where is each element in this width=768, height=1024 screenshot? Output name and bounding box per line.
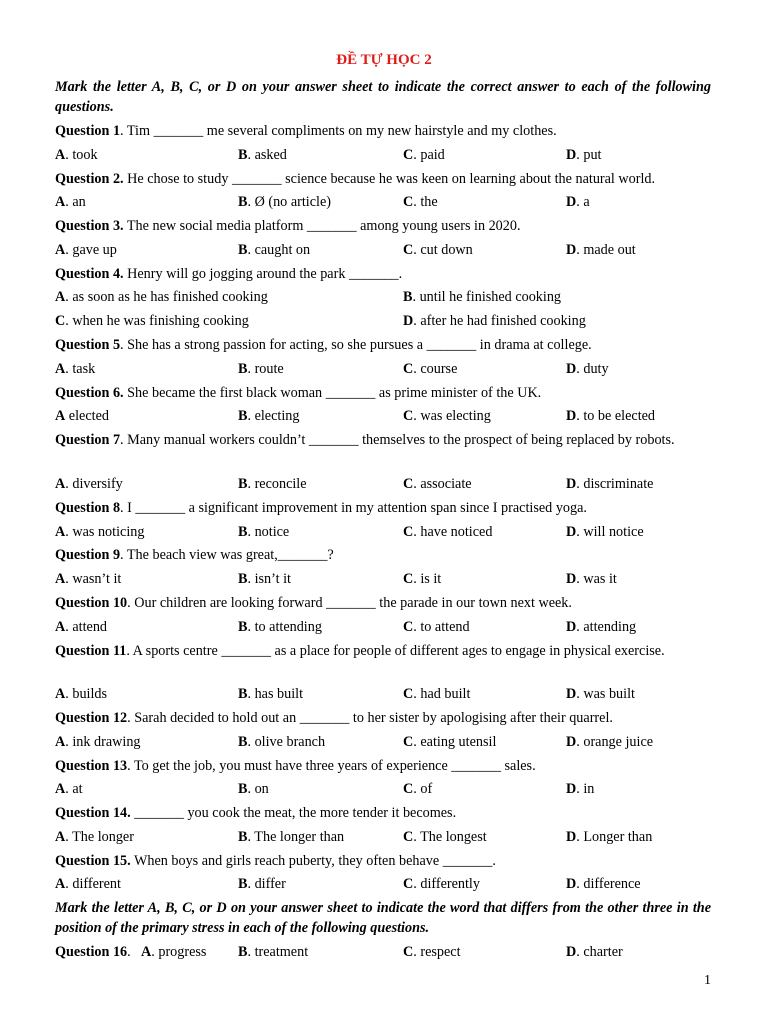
question-text: He chose to study _______ science because he was keen on learning about the natural world. <box>123 171 656 187</box>
option-text: . to attend <box>413 619 470 635</box>
option-c[interactable] <box>403 779 432 799</box>
question-text: Many manual workers couldn’t _______ themselves to the prospect of being replaced by robots. <box>123 432 675 448</box>
option-text: . diversify <box>65 476 123 492</box>
option-d[interactable] <box>566 942 623 962</box>
option-text: . charter <box>576 944 623 960</box>
option-text: . at <box>65 781 83 797</box>
option-text: . caught on <box>247 242 311 258</box>
option-letter: C <box>403 876 414 892</box>
option-c[interactable] <box>55 311 249 331</box>
option-text: . isn’t it <box>247 571 291 587</box>
page-number: 1 <box>704 973 711 988</box>
option-letter: B <box>238 734 248 750</box>
option-text: . will notice <box>576 524 644 540</box>
question-6 <box>55 383 711 403</box>
option-letter: C <box>403 571 414 587</box>
option-letter: A <box>55 524 66 540</box>
question-label: Question 8 <box>55 500 121 516</box>
option-d[interactable] <box>566 359 609 379</box>
option-b[interactable] <box>238 942 308 962</box>
option-b[interactable] <box>238 569 291 589</box>
option-letter: C <box>403 734 414 750</box>
question-label: Question 10 <box>55 595 128 611</box>
option-text: . Longer than <box>576 829 653 845</box>
option-b[interactable] <box>403 287 561 307</box>
option-letter: A <box>55 829 66 845</box>
option-text: . to be elected <box>576 408 656 424</box>
question-text: Tim _______ me several compliments on my new hairstyle and my clothes. <box>123 123 557 139</box>
option-letter: B <box>238 476 248 492</box>
option-text: . builds <box>65 686 108 702</box>
option-text: . gave up <box>65 242 117 258</box>
option-text: . duty <box>576 361 609 377</box>
option-letter: C <box>403 476 414 492</box>
option-text: . orange juice <box>576 734 654 750</box>
option-letter: D <box>566 361 577 377</box>
question-label: Question 3. <box>55 218 124 234</box>
option-letter: C <box>403 194 414 210</box>
option-letter: C <box>403 686 414 702</box>
option-d[interactable] <box>566 406 655 426</box>
option-letter: C <box>403 147 414 163</box>
question-text: To get the job, you must have three years of experience _______ sales. <box>130 758 536 774</box>
option-a[interactable] <box>55 827 134 847</box>
question-10 <box>55 593 711 613</box>
option-text: . made out <box>576 242 636 258</box>
question-label: Question 2. <box>55 171 124 187</box>
question-text: She has a strong passion for acting, so she pursues a _______ in drama at college. <box>123 337 592 353</box>
question-3 <box>55 216 711 236</box>
question-text: _______ you cook the meat, the more tender it becomes. <box>130 805 457 821</box>
question-12 <box>55 708 711 728</box>
option-b[interactable] <box>238 192 331 212</box>
question-label-sep: . <box>120 547 124 563</box>
option-c[interactable] <box>403 732 496 752</box>
option-letter: D <box>403 313 414 329</box>
option-c[interactable] <box>403 240 473 260</box>
option-letter: B <box>238 147 248 163</box>
option-text: . differ <box>247 876 286 892</box>
option-text: . paid <box>413 147 445 163</box>
question-label-sep: . <box>126 643 130 659</box>
option-letter: D <box>566 734 577 750</box>
option-b[interactable] <box>238 684 303 704</box>
option-letter: D <box>566 619 577 635</box>
option-a[interactable] <box>55 874 121 894</box>
question-15 <box>55 851 711 871</box>
option-c[interactable] <box>403 617 470 637</box>
option-c[interactable] <box>403 474 472 494</box>
option-b[interactable] <box>238 827 344 847</box>
option-c[interactable] <box>403 569 441 589</box>
option-letter: C <box>403 781 414 797</box>
option-a[interactable] <box>55 569 121 589</box>
option-letter: D <box>566 944 577 960</box>
question-label-sep: . <box>120 432 124 448</box>
option-b[interactable] <box>238 779 269 799</box>
option-text: . to attending <box>247 619 322 635</box>
option-c[interactable] <box>403 827 487 847</box>
option-c[interactable] <box>403 942 461 962</box>
option-letter: A <box>55 686 66 702</box>
option-letter: A <box>55 361 66 377</box>
option-text: . until he finished cooking <box>412 289 562 305</box>
question-5 <box>55 335 711 355</box>
option-d[interactable] <box>566 522 644 542</box>
option-text: . route <box>247 361 284 377</box>
option-b[interactable] <box>238 617 322 637</box>
option-letter: A <box>55 476 66 492</box>
option-letter: D <box>566 829 577 845</box>
option-a[interactable] <box>55 359 95 379</box>
question-8 <box>55 498 711 518</box>
question-text: Henry will go jogging around the park _______. <box>123 266 403 282</box>
question-13 <box>55 756 711 776</box>
option-letter: A <box>55 289 66 305</box>
option-letter: A <box>55 194 66 210</box>
question-label: Question 13 <box>55 758 128 774</box>
option-d[interactable] <box>566 474 653 494</box>
option-letter: D <box>566 408 577 424</box>
option-text: . differently <box>413 876 480 892</box>
option-c[interactable] <box>403 874 480 894</box>
question-label-sep: . <box>120 123 124 139</box>
option-d[interactable] <box>403 311 586 331</box>
option-letter: B <box>238 408 248 424</box>
question-2 <box>55 169 711 189</box>
option-letter: B <box>238 944 248 960</box>
question-label-sep: . <box>120 337 124 353</box>
option-letter: D <box>566 876 577 892</box>
option-letter: B <box>238 686 248 702</box>
question-14 <box>55 803 711 823</box>
option-text: . asked <box>247 147 287 163</box>
option-letter: B <box>238 829 248 845</box>
option-letter: B <box>238 876 248 892</box>
question-label-sep: . <box>127 595 131 611</box>
question-label: Question 15. <box>55 853 131 869</box>
question-label: Question 14. <box>55 805 131 821</box>
option-b[interactable] <box>238 240 310 260</box>
option-b[interactable] <box>238 522 289 542</box>
option-letter: D <box>566 571 577 587</box>
option-text: . associate <box>413 476 472 492</box>
option-letter: D <box>566 242 577 258</box>
option-a[interactable] <box>55 145 98 165</box>
option-text: . olive branch <box>247 734 326 750</box>
question-text: When boys and girls reach puberty, they often behave _______. <box>130 853 496 869</box>
option-letter: A <box>141 944 152 960</box>
question-text: The new social media platform _______ among young users in 2020. <box>123 218 521 234</box>
option-text: . attending <box>576 619 637 635</box>
option-text: . The longer <box>65 829 134 845</box>
option-letter: A <box>55 408 66 424</box>
option-letter: B <box>238 242 248 258</box>
option-text: . respect <box>413 944 461 960</box>
option-c[interactable] <box>403 359 457 379</box>
option-text: . cut down <box>413 242 473 258</box>
option-a[interactable] <box>55 192 86 212</box>
option-a[interactable] <box>55 522 144 542</box>
question-text: She became the first black woman _______ as prime minister of the UK. <box>123 385 542 401</box>
option-letter: D <box>566 781 577 797</box>
option-letter: A <box>55 619 66 635</box>
option-letter: B <box>403 289 413 305</box>
option-d[interactable] <box>566 569 617 589</box>
option-d[interactable] <box>566 684 635 704</box>
option-d[interactable] <box>566 145 601 165</box>
option-a[interactable] <box>141 942 206 962</box>
option-a[interactable] <box>55 287 268 307</box>
option-letter: C <box>55 313 66 329</box>
question-label: Question 16 <box>55 944 128 960</box>
question-text: I _______ a significant improvement in my attention span since I practised yoga. <box>123 500 587 516</box>
instruction-1: Mark the letter A, B, C, or D on your answer sheet to indicate the correct answer to each of the following questions. <box>55 79 711 115</box>
option-text: . have noticed <box>413 524 493 540</box>
question-11 <box>55 641 711 661</box>
option-b[interactable] <box>238 406 299 426</box>
option-letter: C <box>403 408 414 424</box>
option-letter: A <box>55 242 66 258</box>
option-text: . is it <box>413 571 442 587</box>
option-d[interactable] <box>566 732 653 752</box>
option-text: . difference <box>576 876 641 892</box>
option-b[interactable] <box>238 145 287 165</box>
option-letter: B <box>238 571 248 587</box>
option-b[interactable] <box>238 732 325 752</box>
question-label: Question 7 <box>55 432 121 448</box>
option-letter: A <box>55 781 66 797</box>
option-text: . on <box>247 781 269 797</box>
option-a[interactable] <box>55 240 117 260</box>
question-text: The beach view was great,_______? <box>123 547 334 563</box>
option-letter: C <box>403 361 414 377</box>
option-text: . put <box>576 147 602 163</box>
option-text: . when he was finishing cooking <box>65 313 249 329</box>
option-letter: C <box>403 829 414 845</box>
option-letter: D <box>566 476 577 492</box>
option-d[interactable] <box>566 779 594 799</box>
option-text: . was built <box>576 686 635 702</box>
option-letter: B <box>238 194 248 210</box>
option-letter: A <box>55 571 66 587</box>
option-d[interactable] <box>566 240 636 260</box>
option-d[interactable] <box>566 827 652 847</box>
option-letter: C <box>403 242 414 258</box>
option-letter: B <box>238 361 248 377</box>
option-text: . of <box>413 781 433 797</box>
option-c[interactable] <box>403 145 445 165</box>
instruction-2: Mark the letter A, B, C, or D on your answer sheet to indicate the word that differs from the other three in the position of the primary stress in each of the following questions. <box>55 900 711 936</box>
option-a[interactable] <box>55 406 109 426</box>
option-text: . an <box>65 194 86 210</box>
option-text: . in <box>576 781 595 797</box>
question-label: Question 5 <box>55 337 121 353</box>
question-text: A sports centre _______ as a place for people of different ages to engage in physical exercise. <box>129 643 665 659</box>
option-letter: D <box>566 524 577 540</box>
option-letter: C <box>403 944 414 960</box>
option-text: . The longest <box>413 829 487 845</box>
option-text: . a <box>576 194 590 210</box>
option-text: . Ø (no article) <box>247 194 331 210</box>
option-text: . as soon as he has finished cooking <box>65 289 268 305</box>
question-label: Question 1 <box>55 123 121 139</box>
option-text: . different <box>65 876 121 892</box>
option-text: . electing <box>247 408 300 424</box>
option-c[interactable] <box>403 684 470 704</box>
option-text: . The longer than <box>247 829 345 845</box>
question-9 <box>55 545 711 565</box>
option-text: . ink drawing <box>65 734 141 750</box>
question-label-sep: . <box>120 500 124 516</box>
option-text: . had built <box>413 686 471 702</box>
option-a[interactable] <box>55 779 83 799</box>
option-letter: B <box>238 781 248 797</box>
option-text: . was electing <box>413 408 491 424</box>
option-a[interactable] <box>55 617 107 637</box>
option-text: . course <box>413 361 458 377</box>
option-a[interactable] <box>55 474 123 494</box>
question-label: Question 12 <box>55 710 128 726</box>
option-text: . eating utensil <box>413 734 497 750</box>
option-text: . was it <box>576 571 617 587</box>
option-text: . reconcile <box>247 476 307 492</box>
question-text: Sarah decided to hold out an _______ to her sister by apologising after their quarrel. <box>130 710 613 726</box>
option-letter: D <box>566 147 577 163</box>
option-d[interactable] <box>566 617 636 637</box>
option-text: . wasn’t it <box>65 571 122 587</box>
question-label-sep: . <box>127 944 131 960</box>
question-label-sep: . <box>127 710 131 726</box>
option-letter: B <box>238 619 248 635</box>
option-text: . discriminate <box>576 476 654 492</box>
page-title: ĐỀ TỰ HỌC 2 <box>336 52 432 68</box>
option-d[interactable] <box>566 192 590 212</box>
option-letter: A <box>55 734 66 750</box>
option-b[interactable] <box>238 359 284 379</box>
option-text: . after he had finished cooking <box>413 313 586 329</box>
option-b[interactable] <box>238 874 286 894</box>
option-text: . was noticing <box>65 524 145 540</box>
option-text: . task <box>65 361 96 377</box>
option-letter: A <box>55 876 66 892</box>
option-letter: B <box>238 524 248 540</box>
option-d[interactable] <box>566 874 641 894</box>
option-letter: C <box>403 619 414 635</box>
option-letter: A <box>55 147 66 163</box>
option-b[interactable] <box>238 474 307 494</box>
question-label: Question 4. <box>55 266 124 282</box>
option-a[interactable] <box>55 732 141 752</box>
option-c[interactable] <box>403 406 491 426</box>
option-text: . notice <box>247 524 290 540</box>
option-text: elected <box>65 408 109 424</box>
option-c[interactable] <box>403 192 438 212</box>
question-7 <box>55 430 711 450</box>
question-4 <box>55 264 711 284</box>
option-text: . has built <box>247 686 304 702</box>
option-letter: D <box>566 194 577 210</box>
option-c[interactable] <box>403 522 492 542</box>
option-letter: C <box>403 524 414 540</box>
option-text: . treatment <box>247 944 309 960</box>
option-text: . attend <box>65 619 108 635</box>
question-label: Question 11 <box>55 643 127 659</box>
option-letter: D <box>566 686 577 702</box>
question-label: Question 9 <box>55 547 121 563</box>
question-text: Our children are looking forward _______ the parade in our town next week. <box>130 595 572 611</box>
option-text: . the <box>413 194 438 210</box>
question-label-sep: . <box>127 758 131 774</box>
option-text: . progress <box>151 944 207 960</box>
option-text: . took <box>65 147 98 163</box>
option-a[interactable] <box>55 684 107 704</box>
question-1 <box>55 121 711 141</box>
question-label: Question 6. <box>55 385 124 401</box>
